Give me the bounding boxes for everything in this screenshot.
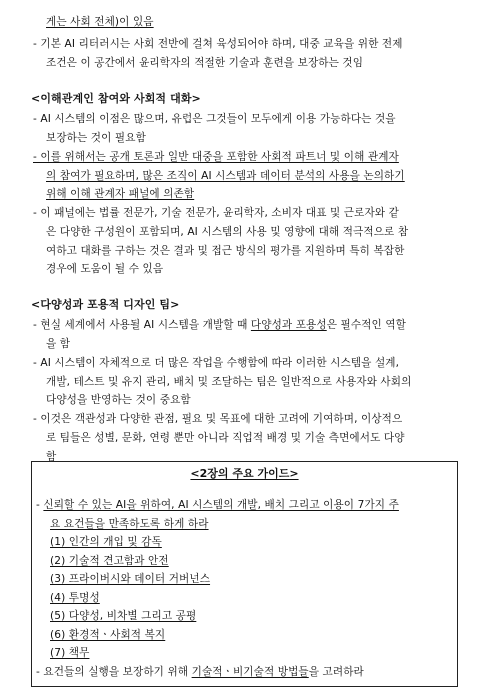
guide-item-2: [50, 554, 169, 568]
diversity-keyword: 다양성과 포용성: [250, 319, 327, 331]
guide-item-4-text: (4) 투명성: [50, 592, 100, 604]
diversity-line-8: 함: [46, 451, 57, 463]
guide-line-1: [36, 498, 399, 512]
stakeholder-line-8: 여하고 대화를 구하는 것은 결과 및 접근 방식의 평가를 지원하며 특히 복잡한: [46, 245, 405, 257]
guide-dash: -: [36, 499, 44, 511]
guide-item-5: [50, 609, 196, 623]
intro-line-2: - 기본 AI 리터러시는 사회 전반에 걸쳐 육성되어야 하며, 대중 교육을 위한 전제: [33, 38, 403, 50]
diversity-heading: <다양성과 포용적 디자인 팀>: [31, 298, 180, 311]
stakeholder-heading: <이해관계인 참여와 사회적 대화>: [31, 92, 201, 105]
key-guide-box: [31, 461, 458, 687]
guide-last-end: 을 고려하라: [308, 666, 364, 678]
guide-item-3: [50, 572, 210, 586]
guide-line-2: 요 요건들을 만족하도록 하게 하라: [50, 518, 209, 530]
stakeholder-line-4: 의 참여가 필요하며, 많은 조직이 AI 시스템과 데이터 분석의 사용을 논의하기: [46, 170, 405, 182]
diversity-line-1-end: 은 필수적인 역할: [326, 319, 406, 331]
diversity-line-4: 개발, 테스트 및 유지 관리, 배치 및 조달하는 팀은 일반적으로 사용자와 사회의: [46, 376, 412, 388]
guide-last-line: [36, 665, 364, 679]
diversity-line-7: 로 팀들은 성별, 문화, 연령 뿐만 아니라 직업적 배경 및 기술 측면에서도 다양: [46, 432, 405, 444]
guide-item-5-text: (5) 다양성, 비차별 그리고 공평: [50, 610, 197, 622]
guide-item-1-text: (1) 인간의 개입 및 감독: [50, 536, 162, 548]
stakeholder-line-7: 은 다양한 구성원이 포함되며, AI 시스템의 사용 및 영향에 대해 적극적으로 참: [46, 226, 409, 238]
guide-item-3-text: (3) 프라이버시와 데이터 거버넌스: [50, 573, 211, 585]
stakeholder-line-3: - 이를 위해서는 공개 토론과 일반 대중을 포함한 사회적 파트너 및 이해 관계자: [33, 151, 399, 163]
guide-last-keyword: 기술적ㆍ비기술적 방법들: [191, 666, 309, 678]
diversity-line-6: - 이것은 객관성과 다양한 관점, 필요 및 목표에 대한 고려에 기여하며, 이상적으: [33, 413, 403, 425]
diversity-line-1-start: - 현실 세계에서 사용될 AI 시스템을 개발할 때: [33, 319, 251, 331]
stakeholder-line-9: 경우에 도움이 될 수 있음: [46, 263, 164, 275]
key-guide-title: <2장의 주요 가이드>: [190, 467, 299, 480]
stakeholder-line-5: 위해 이해 관계자 패널에 의존함: [46, 188, 195, 200]
diversity-line-1: [33, 318, 406, 332]
guide-item-7: [50, 646, 89, 660]
diversity-line-5: 다양성을 반영하는 것이 중요함: [46, 394, 191, 406]
stakeholder-line-2: 보장하는 것이 필요함: [46, 132, 146, 144]
guide-item-6-text: (6) 환경적ㆍ사회적 복지: [50, 629, 166, 641]
guide-item-2-text: (2) 기술적 견고함과 안전: [50, 555, 169, 567]
diversity-line-2: 을 함: [46, 338, 71, 350]
guide-item-1: [50, 535, 162, 549]
stakeholder-line-1: - AI 시스템의 이점은 많으며, 유럽은 그것들이 모두에게 이용 가능하다는 것을: [33, 113, 396, 125]
intro-line-3: 조건은 이 공간에서 윤리학자의 적절한 기술과 훈련을 보장하는 것임: [46, 57, 364, 69]
guide-line-1-text: 신뢰할 수 있는 AI을 위하여, AI 시스템의 개발, 배치 그리고 이용이 7가지 주: [43, 499, 399, 511]
intro-line-1: 게는 사회 전체)이 있음: [46, 16, 154, 28]
guide-item-6: [50, 628, 165, 642]
guide-last-start: - 요건들의 실행을 보장하기 위해: [36, 666, 192, 678]
guide-item-4: [50, 591, 100, 605]
diversity-line-3: - AI 시스템이 자체적으로 더 많은 작업을 수행함에 따라 이러한 시스템을 설계,: [33, 357, 400, 369]
guide-item-7-text: (7) 책무: [50, 647, 90, 659]
stakeholder-line-6: - 이 패널에는 법률 전문가, 기술 전문가, 윤리학자, 소비자 대표 및 근로자와 같: [33, 207, 399, 219]
